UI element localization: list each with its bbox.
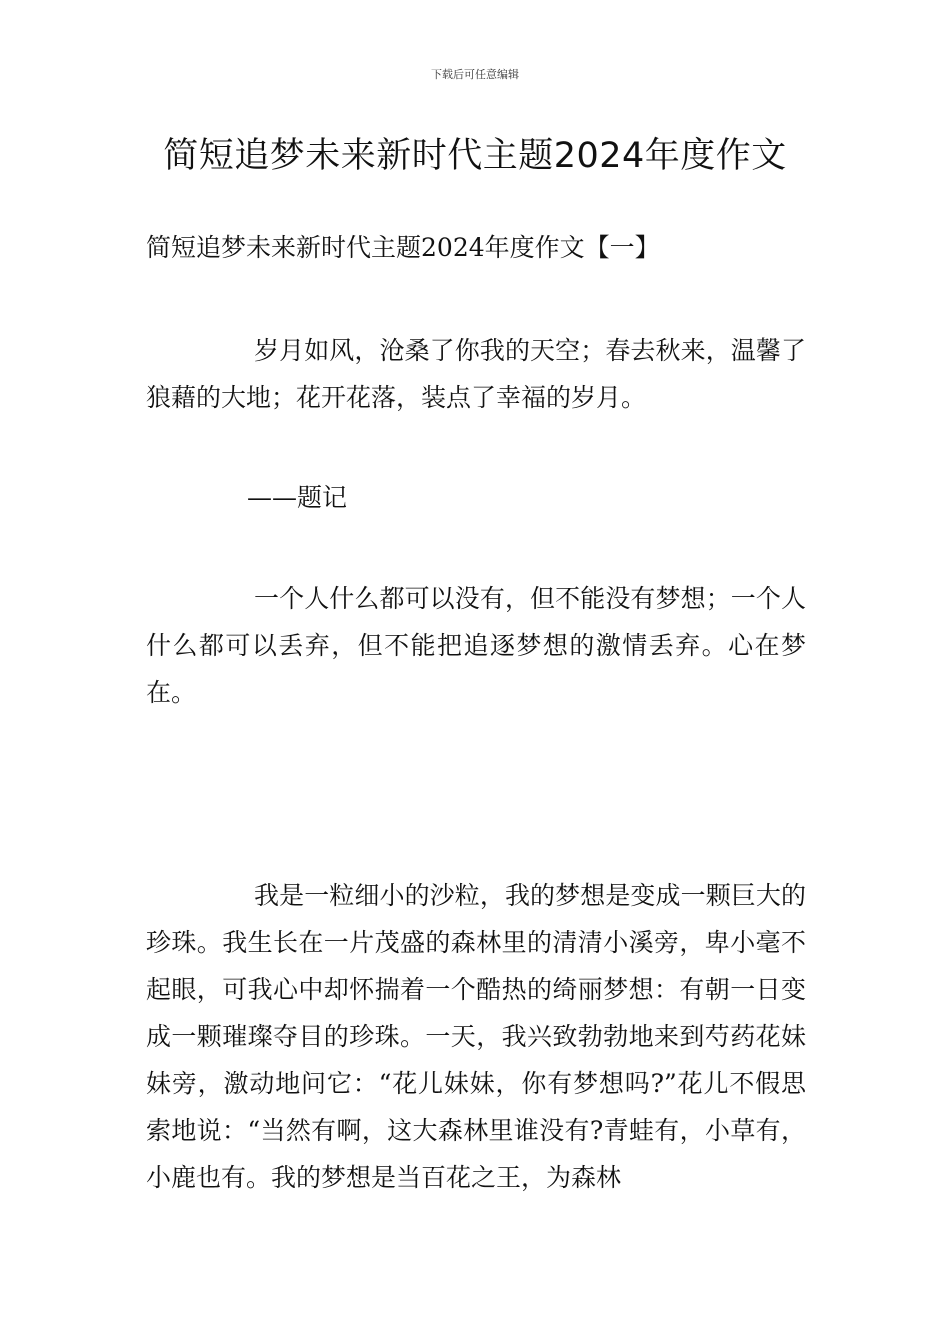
- header-note: 下载后可任意编辑: [431, 68, 519, 81]
- epigraph-signature: ——题记: [247, 483, 348, 512]
- section-subtitle: 简短追梦未来新时代主题2024年度作文【一】: [146, 233, 660, 262]
- paragraph-epigraph: 岁月如风，沧桑了你我的天空；春去秋来，温馨了狼藉的大地；花开花落，装点了幸福的岁月。: [146, 336, 806, 412]
- paragraph-dream: 一个人什么都可以没有，但不能没有梦想；一个人什么都可以丢弃，但不能把追逐梦想的激情丢弃。心在梦在。: [146, 584, 806, 707]
- paragraph-sand-grain: 我是一粒细小的沙粒，我的梦想是变成一颗巨大的珍珠。我生长在一片茂盛的森林里的清清小溪旁，卑小毫不起眼，可我心中却怀揣着一个酷热的绮丽梦想：有朝一日变成一颗璀璨夺目的珍珠。一天，我兴致勃勃地来到芍药花妹妹旁，激动地问它：“花儿妹妹，你有梦想吗?”花儿不假思索地说：“当然有啊，这大森林里谁没有?青蛙有，小草有，小鹿也有。我的梦想是当百花之王，为森林: [146, 881, 806, 1192]
- document-title: 简短追梦未来新时代主题2024年度作文: [163, 136, 787, 176]
